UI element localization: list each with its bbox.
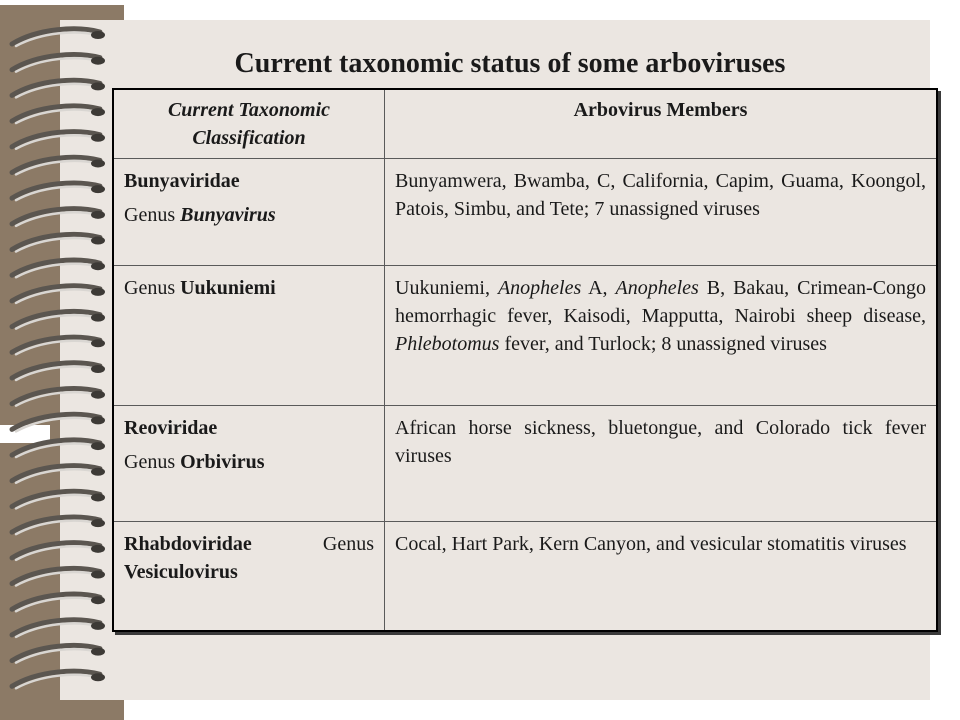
genus-prefix: Genus	[124, 451, 181, 473]
family-name: Bunyaviridae	[124, 170, 240, 192]
members-italic: Anopheles	[615, 277, 699, 299]
members-italic: Phlebotomus	[395, 333, 500, 355]
members-cell: Cocal, Hart Park, Kern Canyon, and vesicular stomatitis viruses	[385, 522, 938, 632]
genus-name: Bunyavirus	[180, 204, 276, 226]
members-cell: Bunyamwera, Bwamba, C, California, Capim, Guama, Koongol, Patois, Simbu, and Tete; 7 unassigned viruses	[385, 159, 938, 266]
genus-prefix: Genus	[124, 277, 181, 299]
classification-cell	[113, 406, 385, 522]
table-row	[113, 406, 937, 522]
table-row	[113, 522, 937, 632]
genus-name: Vesiculovirus	[124, 561, 238, 583]
header-classification: Current Taxonomic Classification	[113, 89, 385, 159]
table-row	[113, 266, 937, 406]
classification-cell	[113, 159, 385, 266]
header-members: Arbovirus Members	[385, 89, 938, 159]
members-text: A,	[581, 277, 616, 299]
genus-name: Orbivirus	[180, 451, 265, 473]
genus-prefix: Genus	[251, 533, 374, 555]
members-text: B, Bakau, Crimean-Congo hemorrhagic fever, Kaisodi, Mapputta, Nairobi sheep disease,	[395, 277, 926, 327]
members-text: Uukuniemi,	[395, 277, 498, 299]
slide-title: Current taxonomic status of some arboviruses	[234, 48, 786, 79]
members-cell: African horse sickness, bluetongue, and Colorado tick fever viruses	[385, 406, 938, 522]
family-name: Reoviridae	[124, 417, 218, 439]
genus-name: Uukuniemi	[180, 277, 276, 299]
members-text: fever, and Turlock; 8 unassigned viruses	[499, 333, 827, 355]
taxonomy-table	[112, 88, 938, 632]
binder-gap	[0, 425, 50, 443]
family-name-inline: Rhabdoviridae	[124, 533, 252, 555]
classification-cell	[113, 522, 385, 632]
genus-prefix: Genus	[124, 204, 181, 226]
table-header-row	[113, 89, 937, 159]
table-row	[113, 159, 937, 266]
classification-cell	[113, 266, 385, 406]
members-italic: Anopheles	[497, 277, 582, 299]
members-cell	[385, 266, 938, 406]
